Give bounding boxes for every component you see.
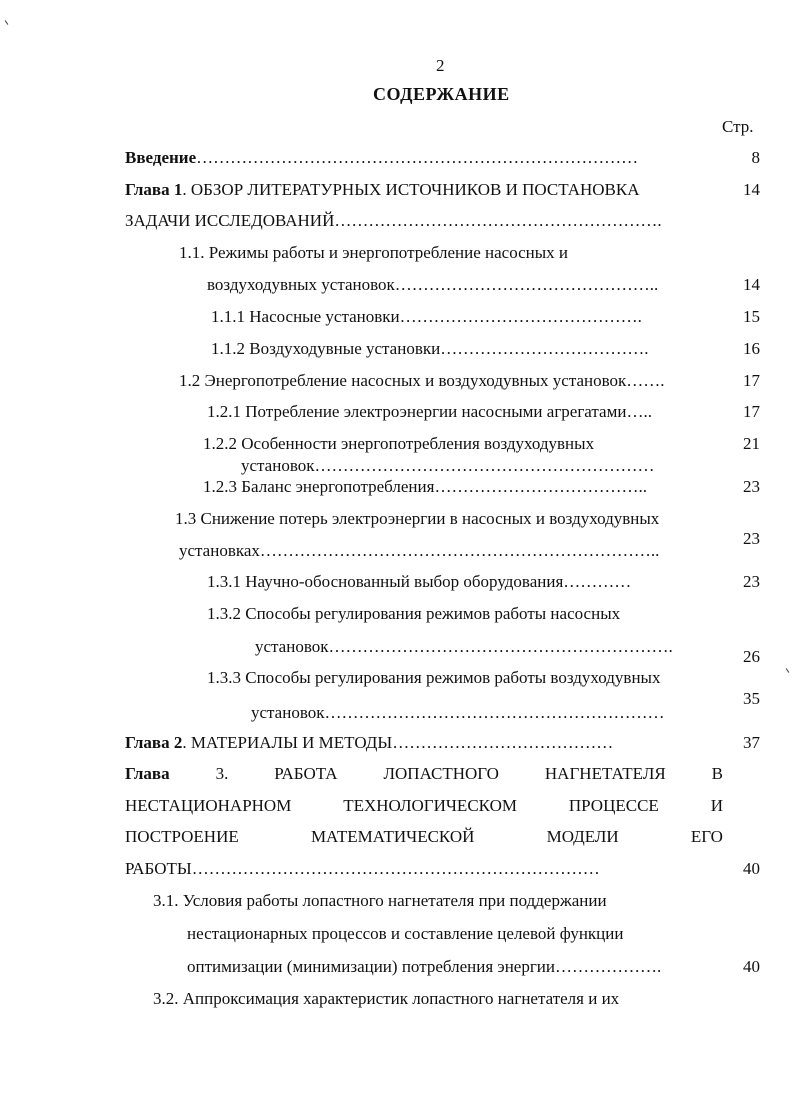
chapter-word: ЕГО xyxy=(690,827,723,846)
toc-entry-3-1-cont-2: оптимизации (минимизации) потребления энергии………………. xyxy=(187,957,662,976)
chapter-word: ПРОЦЕССЕ xyxy=(568,796,659,815)
scan-speck xyxy=(5,20,9,25)
page-ref: 23 xyxy=(743,477,760,496)
chapter-label: Глава 2 xyxy=(125,733,183,752)
chapter-word: НАГНЕТАТЕЛЯ xyxy=(544,764,666,783)
toc-entry-1-1: 1.1. Режимы работы и энергопотребление насосных и xyxy=(179,243,569,262)
dot-leader: …………………………………………………………………… xyxy=(196,148,639,167)
page-ref: 14 xyxy=(743,180,760,199)
page-ref: 15 xyxy=(743,307,760,326)
page-ref: 23 xyxy=(743,529,760,548)
toc-entry-1-2-1: 1.2.1 Потребление электроэнергии насосными агрегатами….. xyxy=(207,402,652,421)
toc-entry-1-1-2: 1.1.2 Воздуходувные установки………………………………. xyxy=(211,339,649,358)
page-ref: 35 xyxy=(743,689,760,708)
page-ref: 17 xyxy=(743,402,760,421)
entry-text: ЗАДАЧИ ИССЛЕДОВАНИЙ…………………………………………………. xyxy=(125,211,662,230)
toc-entry-1-2-3: 1.2.3 Баланс энергопотребления……………………………….. xyxy=(203,477,647,496)
toc-entry-1-2: 1.2 Энергопотребление насосных и воздуходувных установок……. xyxy=(179,371,665,390)
toc-entry-1-1-1: 1.1.1 Насосные установки……………………………………. xyxy=(211,307,642,326)
toc-entry-chapter-3 xyxy=(125,764,723,784)
chapter-word: ЛОПАСТНОГО xyxy=(383,764,499,783)
entry-label: Введение xyxy=(125,148,197,167)
toc-entry-1-2-2-cont: установок…………………………………………………… xyxy=(241,456,655,475)
toc-entry-1-1-cont: воздуходувных установок……………………………………….. xyxy=(207,275,659,294)
page-column-header: Стр. xyxy=(722,117,754,136)
toc-title: СОДЕРЖАНИЕ xyxy=(373,84,510,104)
chapter-word: 3. xyxy=(215,764,229,783)
toc-entry-1-3-2: 1.3.2 Способы регулирования режимов работы насосных xyxy=(207,604,621,623)
toc-entry-intro xyxy=(125,148,638,168)
page-ref: 14 xyxy=(743,275,760,294)
chapter-word: МОДЕЛИ xyxy=(546,827,619,846)
toc-entry-chapter-3-line-3 xyxy=(125,827,723,847)
toc-entry-1-3-3: 1.3.3 Способы регулирования режимов работы воздуходувных xyxy=(207,668,661,687)
chapter-word: В xyxy=(711,764,723,783)
toc-entry-1-3-1: 1.3.1 Научно-обоснованный выбор оборудования………… xyxy=(207,572,632,591)
toc-entry-chapter-1 xyxy=(125,180,640,200)
toc-entry-1-2-2: 1.2.2 Особенности энергопотребления воздуходувных xyxy=(203,434,595,453)
chapter-word: ПОСТРОЕНИЕ xyxy=(125,827,239,846)
entry-text: . МАТЕРИАЛЫ И МЕТОДЫ………………………………… xyxy=(182,733,614,752)
toc-entry-chapter-3-line-2 xyxy=(125,796,723,816)
page-ref: 23 xyxy=(743,572,760,591)
toc-entry-1-3-3-cont: установок…………………………………………………… xyxy=(251,703,665,722)
chapter-word: РАБОТА xyxy=(274,764,338,783)
entry-text: . ОБЗОР ЛИТЕРАТУРНЫХ ИСТОЧНИКОВ И ПОСТАНОВКА xyxy=(182,180,640,199)
chapter-label: Глава xyxy=(125,764,170,783)
scan-speck xyxy=(786,668,790,673)
toc-entry-3-1: 3.1. Условия работы лопастного нагнетателя при поддержании xyxy=(153,891,607,910)
page-ref: 26 xyxy=(743,647,760,666)
page-ref: 17 xyxy=(743,371,760,390)
page-number: 2 xyxy=(436,56,445,75)
toc-entry-3-2: 3.2. Аппроксимация характеристик лопастного нагнетателя и их xyxy=(153,989,620,1008)
toc-entry-1-3-2-cont: установок……………………………………………………. xyxy=(255,637,673,656)
page-ref: 16 xyxy=(743,339,760,358)
chapter-word: И xyxy=(710,796,723,815)
chapter-word: ТЕХНОЛОГИЧЕСКОМ xyxy=(343,796,517,815)
page-ref: 37 xyxy=(743,733,760,752)
chapter-label: Глава 1 xyxy=(125,180,183,199)
page-ref: 21 xyxy=(743,434,760,453)
page-ref: 40 xyxy=(743,859,760,878)
page-ref: 8 xyxy=(751,148,760,167)
page-ref: 40 xyxy=(743,957,760,976)
toc-entry-1-3: 1.3 Снижение потерь электроэнергии в насосных и воздуходувных xyxy=(175,509,660,528)
toc-entry-chapter-3-line-4: РАБОТЫ……………………………………………………………… xyxy=(125,859,600,878)
toc-entry-1-3-cont: установках…………………………………………………………….. xyxy=(179,541,660,560)
chapter-word: НЕСТАЦИОНАРНОМ xyxy=(125,796,292,815)
chapter-word: МАТЕМАТИЧЕСКОЙ xyxy=(310,827,475,846)
toc-entry-3-1-cont: нестационарных процессов и составление целевой функции xyxy=(187,924,624,943)
toc-entry-chapter-2 xyxy=(125,733,613,753)
